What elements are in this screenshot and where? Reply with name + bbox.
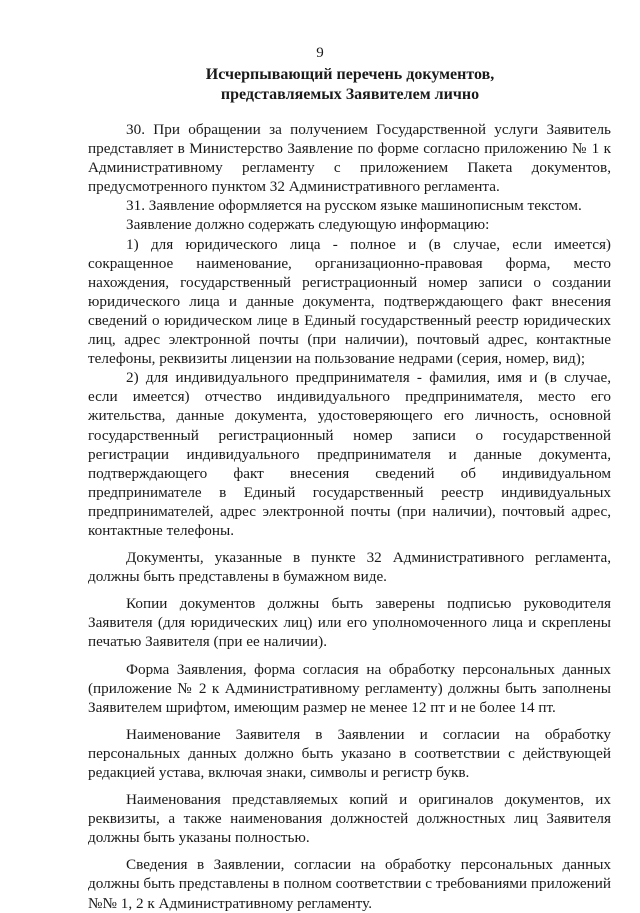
paragraph-30: 30. При обращении за получением Государственной услуги Заявитель представляет в Министерство Заявление по форме согласно приложению № 1 к Административному регламенту с приложением Пакета документов, предусмотренного пунктом 32 Административного регламента.: [88, 121, 611, 196]
paragraph-copies-certification: Копии документов должны быть заверены подписью руководителя Заявителя (для юридических лиц) или его уполномоченного лица и скреплены печатью Заявителя (при ее наличии).: [88, 595, 611, 651]
page-number: 9: [316, 45, 324, 61]
document-body: [88, 120, 611, 913]
paragraph-compliance: Сведения в Заявлении, согласии на обработку персональных данных должны быть представлены в полном соответствии с требованиями приложений №№ 1, 2 к Административному регламенту.: [88, 856, 611, 912]
paragraph-paper-form: Документы, указанные в пункте 32 Административного регламента, должны быть представлены в бумажном виде.: [88, 549, 611, 586]
section-heading-line-1: Исчерпывающий перечень документов,: [205, 66, 495, 83]
section-heading-line-2: представляемых Заявителем лично: [220, 86, 480, 103]
paragraph-font-requirements: Форма Заявления, форма согласия на обработку персональных данных (приложение № 2 к Административному регламенту) должны быть заполнены Заявителем шрифтом, имеющим размер не менее 12 пт и не более 14 пт.: [88, 660, 611, 716]
paragraph-item-2-individual-entrepreneur: 2) для индивидуального предпринимателя - фамилия, имя и (в случае, если имеется) отчество индивидуального предпринимателя, место его жительства, данные документа, удостоверяющего его личность, основной государственный регистрационный номер записи о государственной регистрации индивидуального предпринимателя и данные документа, подтверждающего факт внесения сведений об индивидуальном предпринимателе в Единый государственный реестр индивидуальных предпринимателей, адрес электронной почты (при наличии), почтовый адрес, контактные телефоны.: [88, 369, 611, 539]
paragraph-requirements-intro: Заявление должно содержать следующую информацию:: [126, 216, 490, 234]
section-heading: [90, 65, 610, 105]
paragraph-applicant-name: Наименование Заявителя в Заявлении и согласии на обработку персональных данных должно быть указано в соответствии с действующей редакцией устава, включая знаки, символы и регистр букв.: [88, 725, 611, 781]
paragraph-item-1-legal-entity: 1) для юридического лица - полное и (в случае, если имеется) сокращенное наименование, организационно-правовая форма, место нахождения, государственный регистрационный номер записи о создании юридического лица и данные документа, подтверждающего факт внесения сведений о юридическом лице в Единый государственный реестр юридических лиц, адрес электронной почты (при наличии), почтовый адрес, контактные телефоны, реквизиты лицензии на пользование недрами (серия, номер, вид);: [88, 235, 611, 368]
paragraph-31: 31. Заявление оформляется на русском языке машинописным текстом.: [126, 197, 582, 215]
paragraph-document-names: Наименования представляемых копий и оригиналов документов, их реквизиты, а также наименования должностей должностных лиц Заявителя должны быть указаны полностью.: [88, 791, 611, 847]
